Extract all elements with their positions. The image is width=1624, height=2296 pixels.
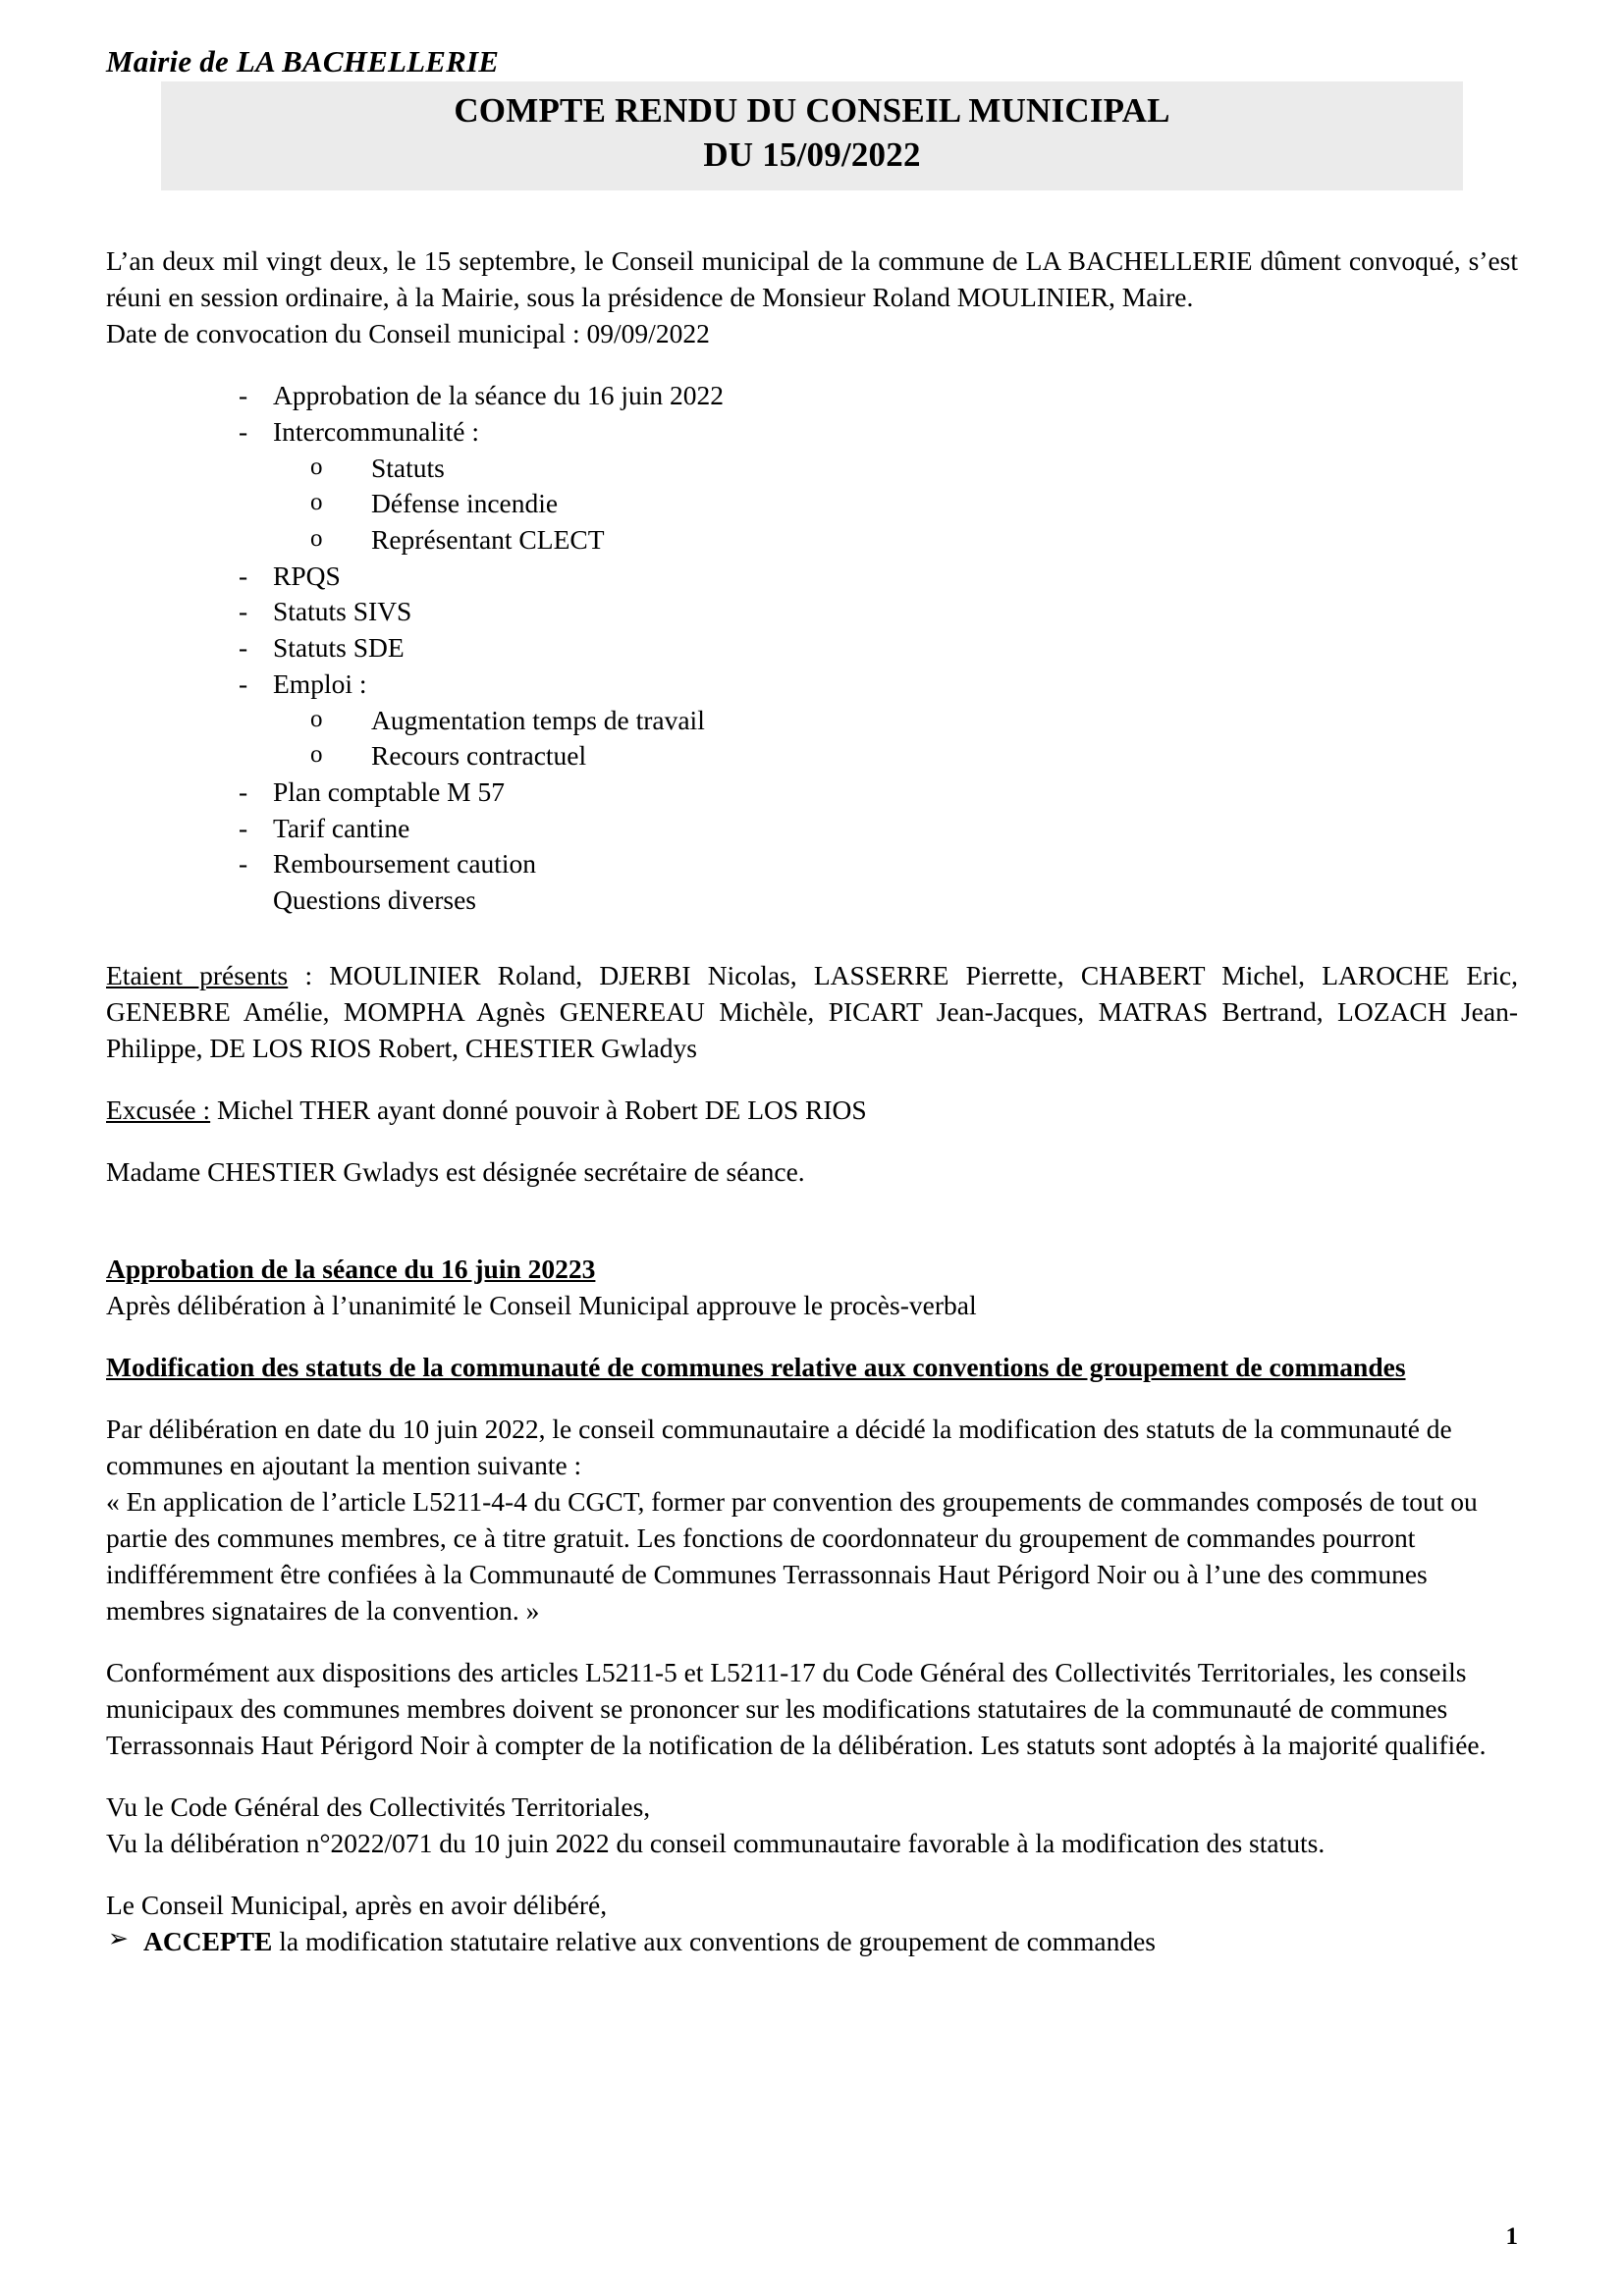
statutes-quote: « En application de l’article L5211-4-4 du CGCT, former par convention des groupements de commandes composés de tout ou partie des communes membres, ce à titre gratuit. Les fonctions de coordonnateur du groupement de commandes pourront indifféremment être confiées à la Communauté de Communes Terrassonnais Haut Périgord Noir ou à l’une des communes membres signataires de la convention. »: [106, 1485, 1478, 1626]
secretary-line: Madame CHESTIER Gwladys est désignée secrétaire de séance.: [106, 1155, 805, 1187]
agenda-item-label: Intercommunalité :: [273, 415, 479, 447]
convocation-date-line: Date de convocation du Conseil municipal : 09/09/2022: [106, 318, 710, 349]
agenda-subitem-label: Statuts: [371, 452, 445, 483]
agenda-list: [106, 378, 1518, 919]
agenda-subitem: [273, 451, 1518, 487]
agenda-bullet-circle-icon: o: [310, 489, 323, 516]
statutes-deliberation-line: Le Conseil Municipal, après en avoir délibéré,: [106, 1889, 608, 1920]
agenda-bullet-dash: -: [239, 596, 248, 627]
agenda-item-label: Statuts SDE: [273, 632, 405, 664]
agenda-sublist: [273, 451, 1518, 559]
section-heading-approval: Approbation de la séance du 16 juin 20223: [106, 1253, 596, 1284]
agenda-bullet-dash: -: [239, 776, 248, 807]
agenda-item-label: Statuts SIVS: [273, 596, 412, 627]
agenda-item-label: RPQS: [273, 560, 341, 591]
attendance-present: [106, 958, 1518, 1067]
agenda-item: [106, 594, 1518, 630]
decision-text: la modification statutaire relative aux conventions de groupement de commandes: [272, 1925, 1156, 1956]
decision-keyword: ACCEPTE: [143, 1925, 273, 1956]
agenda-item: [106, 414, 1518, 559]
agenda-subitem: [273, 522, 1518, 559]
agenda-item: [106, 774, 1518, 811]
document-title-line-2: DU 15/09/2022: [703, 134, 921, 174]
statutes-decision: [106, 1924, 1518, 1960]
agenda-subitem: [273, 703, 1518, 739]
agenda-subitem-label: Recours contractuel: [371, 740, 587, 772]
agenda-item-label: Tarif cantine: [273, 812, 410, 843]
agenda-bullet-dash: -: [239, 667, 248, 699]
organization-line: Mairie de LA BACHELLERIE: [106, 44, 500, 79]
agenda-item: [106, 378, 1518, 414]
agenda-bullet-dash: -: [239, 560, 248, 591]
agenda-bullet-circle-icon: o: [310, 741, 323, 769]
agenda-item: [106, 559, 1518, 595]
agenda-subitem-label: Défense incendie: [371, 488, 559, 519]
agenda-item-label: Questions diverses: [273, 884, 476, 916]
agenda-bullet-dash: -: [239, 632, 248, 664]
attendance-excused: [106, 1093, 1518, 1129]
agenda-item: [106, 630, 1518, 667]
agenda-bullet-circle-icon: o: [310, 705, 323, 732]
agenda-bullet-dash: -: [239, 380, 248, 411]
document-title-line-1: COMPTE RENDU DU CONSEIL MUNICIPAL: [454, 90, 1170, 130]
section-heading-statutes: Modification des statuts de la communauté de communes relative aux conventions de groupement de commandes: [106, 1351, 1406, 1382]
agenda-bullet-dash: -: [239, 415, 248, 447]
document-title-band: [161, 81, 1463, 191]
statutes-vu-line-2: Vu la délibération n°2022/071 du 10 juin 2022 du conseil communautaire favorable à la modification des statuts.: [106, 1827, 1326, 1858]
statutes-paragraph-2: Conformément aux dispositions des articles L5211-5 et L5211-17 du Code Général des Collectivités Territoriales, les conseils municipaux des communes membres doivent se prononcer sur les modifications statutaires de la communauté de communes Terrassonnais Haut Périgord Noir à compter de la notification de la délibération. Les statuts sont adoptés à la majorité qualifiée.: [106, 1656, 1487, 1760]
attendance-excused-label: Excusée :: [106, 1094, 211, 1125]
agenda-item: [106, 811, 1518, 847]
agenda-bullet-circle-icon: o: [310, 525, 323, 553]
agenda-subitem: [273, 486, 1518, 522]
agenda-subitem-label: Augmentation temps de travail: [371, 704, 705, 735]
agenda-bullet-dash: -: [239, 812, 248, 843]
attendance-present-label: Etaient présents: [106, 959, 289, 990]
agenda-bullet-dash: -: [239, 848, 248, 880]
agenda-bullet-circle-icon: o: [310, 453, 323, 480]
attendance-present-names: MOULINIER Roland, DJERBI Nicolas, LASSERRE Pierrette, CHABERT Michel, LAROCHE Eric, GENEBRE Amélie, MOMPHA Agnès GENEREAU Michèle, PICART Jean-Jacques, MATRAS Bertrand, LOZACH Jean-Philippe, DE LOS RIOS Robert, CHESTIER Gwladys: [106, 959, 1518, 1063]
section-body-approval: Après délibération à l’unanimité le Conseil Municipal approuve le procès-verbal: [106, 1289, 977, 1320]
statutes-paragraph-1: Par délibération en date du 10 juin 2022, le conseil communautaire a décidé la modification des statuts de la communauté de communes en ajoutant la mention suivante :: [106, 1413, 1452, 1480]
intro-paragraph: L’an deux mil vingt deux, le 15 septembre, le Conseil municipal de la commune de LA BACHELLERIE dûment convoqué, s’est réuni en session ordinaire, à la Mairie, sous la présidence de Monsieur Roland MOULINIER, Maire.: [106, 245, 1518, 313]
agenda-item-label: Emploi :: [273, 667, 367, 699]
agenda-item-label: Approbation de la séance du 16 juin 2022: [273, 380, 724, 411]
page-number: 1: [1505, 2223, 1518, 2250]
agenda-item: [106, 882, 1518, 919]
agenda-item: [106, 667, 1518, 774]
attendance-excused-text: Michel THER ayant donné pouvoir à Robert DE LOS RIOS: [210, 1094, 867, 1125]
agenda-subitem-label: Représentant CLECT: [371, 524, 605, 556]
arrow-bullet-icon: ➢: [108, 1925, 129, 1952]
agenda-subitem: [273, 738, 1518, 774]
agenda-item-label: Plan comptable M 57: [273, 776, 506, 807]
statutes-vu-line-1: Vu le Code Général des Collectivités Territoriales,: [106, 1790, 651, 1822]
agenda-item: [106, 846, 1518, 882]
attendance-present-separator: :: [288, 959, 330, 990]
agenda-sublist: [273, 703, 1518, 774]
agenda-item-label: Remboursement caution: [273, 848, 537, 880]
